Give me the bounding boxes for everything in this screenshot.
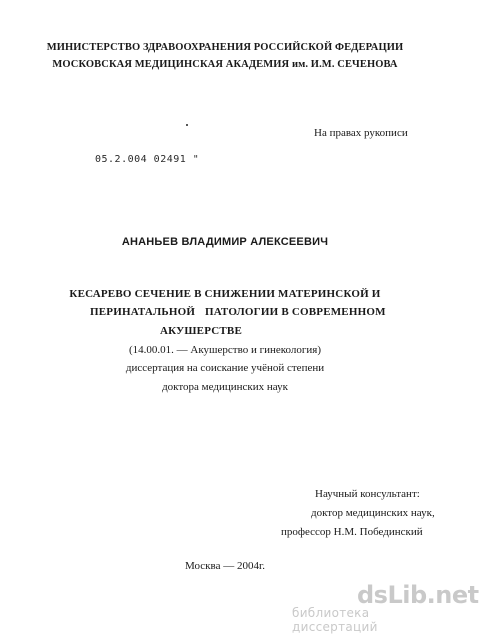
title-line-1: КЕСАРЕВО СЕЧЕНИЕ В СНИЖЕНИИ МАТЕРИНСКОЙ И [69,288,381,300]
consultant-name: профессор Н.М. Побединский [281,526,423,538]
author-name: АНАНЬЕВ ВЛАДИМИР АЛЕКСЕЕВИЧ [121,236,329,248]
ministry-heading: МИНИСТЕРСТВО ЗДРАВООХРАНЕНИЯ РОССИЙСКОЙ ФЕДЕРАЦИИ [46,42,404,53]
consultant-label: Научный консультант: [315,488,420,500]
dissertation-type: диссертация на соискание учёной степени [125,362,325,374]
consultant-degree: доктор медицинских наук, [311,507,435,519]
specialty-code: (14.00.01. — Акушерство и гинекология) [128,344,321,356]
stray-mark [186,124,188,126]
watermark-subtitle: библиотека диссертаций [292,606,378,634]
watermark-brand-2: .net [426,581,479,609]
archive-stamp: 05.2.004 02491 " [95,154,200,165]
academic-degree: доктора медицинских наук [162,381,288,393]
watermark-brand-1: dsLib [357,581,427,609]
title-line-2-right: ПАТОЛОГИИ В СОВРЕМЕННОМ [205,306,386,318]
academy-heading: МОСКОВСКАЯ МЕДИЦИНСКАЯ АКАДЕМИЯ им. И.М. СЕЧЕНОВА [52,59,398,70]
watermark-logo [357,581,479,609]
title-line-2-left: ПЕРИНАТАЛЬНОЙ [90,306,196,318]
city-year: Москва — 2004г. [185,560,265,572]
rights-notice: На правах рукописи [314,127,408,139]
title-line-3: АКУШЕРСТВЕ [160,325,242,337]
